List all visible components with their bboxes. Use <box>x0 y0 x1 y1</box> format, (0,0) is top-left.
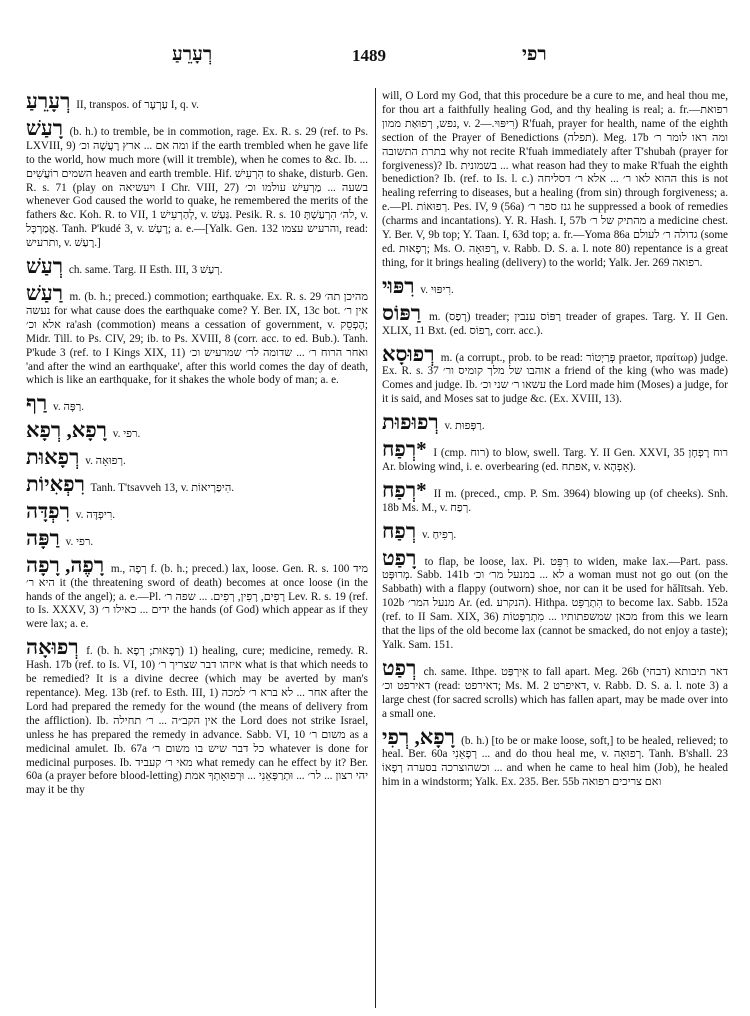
entry-definition: v. רִיפְדָּה. <box>75 508 116 521</box>
entry-definition: f. (b. h. רְפָאוּת; רְפָא) 1) healing, cure; medicine, remedy. R. Hash. 17b (ref. to Is. VI, 10) איזהו דבר שצריך ר׳ what is that which needs to be remedied? It is a divine decree (which may be averted by man's repentance). Meg. 13b (ref. to Esth. III, 1) אחר ... לא ברא ר׳ למכה after the Lord had prepared the remedy for the wound (the means of delivery from the affliction). Ib. אין הקב״ה ... ר׳ תחילה the Lord does not strike Israel, unless he has prepared the remedy in advance. Sabb. VI, 10 משום ר׳ as a medicinal amulet. Ib. 67a כל דבר שיש בו משום ר׳ whatever is done for medicinal purposes. Ib. מאי ר׳ קעביד what remedy can he effect by it? Ber. 60a (a prayer before blood-letting) יהי רצון ... לר׳ ... וּתְרַפְּאֵנִי ... וּרְפוּאָתְךָ אמת may it be thy <box>26 645 368 797</box>
entry-definition: v. רִיפּוּי. <box>420 283 454 296</box>
dictionary-entry <box>382 438 728 475</box>
entry-headword: רְפוּפוּת <box>382 410 439 435</box>
dictionary-entry <box>382 411 728 434</box>
dictionary-entry <box>26 500 368 523</box>
entry-headword: רָפֶה, רָפָה <box>26 552 105 577</box>
dictionary-entry <box>382 657 728 722</box>
dictionary-entry <box>382 90 728 271</box>
entry-definition: v. רפי. <box>65 535 94 548</box>
entry-headword: רְפָאוּת <box>26 445 80 470</box>
entry-definition: v. רְפוּאָה. <box>85 455 126 468</box>
entry-headword: רְפַט <box>382 655 417 680</box>
dictionary-entry <box>26 554 368 633</box>
dictionary-entry <box>382 726 728 791</box>
dictionary-entry <box>382 302 728 339</box>
page-number: 1489 <box>352 46 386 65</box>
dictionary-entry <box>382 520 728 543</box>
dictionary-entry <box>26 282 368 388</box>
entry-definition: v. רְפִיחַ. <box>421 528 457 541</box>
header-right-word: רפי <box>522 44 547 65</box>
dictionary-entry <box>382 275 728 298</box>
entry-definition: m. (b. h.; preced.) commotion; earthquake. Ex. R. s. 29 מהיכן תה׳ נעשה for what cause does the earthquake come? Y. Ber. IX, 13c bot. אין ר׳ אלא וכ׳ ra'ash (commotion) means a cessation of government, v. הֶפְסֵק; Midr. Till. to Ps. CIV, 29; ib. to Ps. XVIII, 8 (corr. acc. to ed. Bub.). Tanh. P'kude 3 (ref. to I Kings XIX, 11) ואחר הרוח ר׳ ... שדומה לר׳ שמרעיש וכ׳ 'and after the wind an earthquake', after this world comes the day of death, which is like an earthquake, for it shakes the whole body of man; a. e. <box>26 290 368 387</box>
entry-headword: רָפַט <box>382 545 417 570</box>
entry-definition: m. (רָפַס) treader; רַפּוֹס ענבין treader of grapes. Targ. Y. II Gen. XLIX, 11 Bxt. (ed. רְפוֹס, corr. acc.). <box>382 310 728 337</box>
entry-headword: רְפוּאָה <box>26 635 79 660</box>
entry-headword: רִפְאִיוֹת <box>26 472 85 497</box>
dictionary-entry <box>382 343 728 408</box>
entry-definition: (b. h.) [to be or make loose, soft,] to be healed, relieved; to heal. Ber. 60a רְפָאֵנִי ... and do thou heal me, v. רְפוּאָה. Tanh. B'shall. 23 וכשהוצרכה בסערה רְפָאוֹ ... and when he came to heal him (Job), he healed him in a windstorm; Yalk. Ex. 235. Ber. 55b ואם צריכים רפואה <box>382 734 728 789</box>
entry-definition: II m. (preced., cmp. P. Sm. 3964) blowing up (of cheeks). Snh. 18b Ms. M., v. רְפַח. <box>382 487 728 514</box>
column-divider <box>375 88 376 1008</box>
entry-headword: רְפַח <box>382 518 417 543</box>
dictionary-entry <box>26 473 368 496</box>
running-header <box>0 44 750 74</box>
entry-headword: רִפּוּי <box>382 273 415 298</box>
entry-definition: (b. h.) to tremble, be in commotion, rage. Ex. R. s. 29 (ref. to Ps. LXVIII, 9) ומה אם ... ארץ רָעֲשָׁה וכ׳ if the earth trembled when he gave life to the world, how much more (will it tremble), when he comes to &c. Ib. ... השמים רוֹעֲשִׁים heaven and earth tremble. Hif. הִרְעִישׁ to shake, disturb. Gen. R. s. 71 (play on ויעשיאה I Chr. VIII, 27) בשעה ... מַרְעִישׁ עולמו וכ׳ whenever God caused the world to quake, he remembered the merits of the fathers &c. Koh. R. to VII, 1 לְהַרְעִישׁ, v. גַּעַשׁ. Pesik. R. s. 10 לה׳ הִרְעַשְׁתָּ, v. אֲמַרְכָּל. Tanh. P'kudé 3, v. רָעַשׁ; a. e.—[Yalk. Gen. 132 והרעיש עצמו, read: ותרעיש, v. רָעַשׁ.] <box>26 125 368 250</box>
entry-headword: רְעָרֵעַ <box>26 90 71 113</box>
entry-headword: רָפָא, רְפָא <box>26 418 107 443</box>
dictionary-entry <box>26 117 368 251</box>
entry-definition: II, transpos. of עַרְעָר I, q. v. <box>76 99 199 111</box>
dictionary-entry <box>26 255 368 278</box>
dictionary-entry <box>26 527 368 550</box>
entry-headword: *רְפַח <box>382 477 427 502</box>
entry-definition: v. רַפָּה. <box>53 401 85 414</box>
dictionary-entry <box>26 446 368 469</box>
entry-headword: רִפְדָּה <box>26 498 70 523</box>
entry-headword: רְפוּסָא <box>382 341 435 366</box>
dictionary-entry <box>26 636 368 798</box>
header-left-word: רְעָרֵעַ <box>172 44 213 65</box>
entry-definition: to flap, be loose, lax. Pi. רִפֵּט to widen, make lax.—Part. pass. מְרוּפָּט. Sabb. 141b לא ... במנעל מר׳ וכ׳ a woman must not go out (on the Sabbath) with a flappy (outworn) shoe, nor can it be used for hălītsah. Yeb. 102b מנעל המר׳ Ar. (ed. הנקרע). Hithpa. הִתְרַפֵּט to become lax. Sabb. 152a (ref. to II Sam. XIX, 36) מכאן שמשפתותיו ... מִתְרַפְּטוֹת from this we learn that the lips of the old become lax (cannot be smacked, do not enjoy a taste); Yalk. Sam. 151. <box>382 555 728 651</box>
entry-definition: I (cmp. רוח) to blow, swell. Targ. Y. II Gen. XXVI, 35 רוח רָפְחָן Ar. blowing wind, i. e. overbearing (ed. אפתח, v. אָפְהָא). <box>382 447 728 473</box>
entry-definition: Tanh. T'tsavveh 13, v. הִיפַרְיאוֹת. <box>90 482 235 495</box>
dictionary-entry <box>26 90 368 113</box>
entry-headword: רָפָא, רְפִי <box>382 724 455 749</box>
entry-headword: *רְפַח <box>382 437 427 462</box>
entry-definition: ch. same. Targ. II Esth. III, 3 רְעַשׁ. <box>68 264 223 277</box>
entry-definition: will, O Lord my God, that this procedure be a cure to me, and heal thou me, for thou art a faithfully healing God, and thy healing is real; a. fr.—רפואת נפש, רְפוּאַת ממון, v. רִיפּוּי.—2) R'fuah, prayer for health, name of the eighth section of the Prayer of Benedictions (תפלה). Meg. 17b ומה ראו לומר ר׳ בתרת התשובה why not recite R'fuah immediately after T'shubah (prayer for forgiveness)? Ib. בשמונית ... what reason had they to make R'fuah the eighth benediction? Ib. (ref. to Is. l. c.) ההוא לאו ר׳ ... אלא ר׳ דסליחה this is not healing referring to diseases, but a healing (from sin) through forgiveness; a. e.—Pl. רְפוּאוֹת. Pes. IV, 9 (56a) גנז ספר ר׳ he suppressed a book of remedies (charms and incantations). Y. R. Hash. I, 57b מהתיק של ר׳ a medicine chest. Y. Ber. V, 9b top; Y. Taan. I, 63d top; a. fr.—Yoma 86a גדולה ר׳ לעולם (some ed. רְפָאוּת; Ms. O. רְפוּאָה, v. Rabb. D. S. a. l. note 80) repentance is a great thing, for it brings healing (delivery) to the world; Yalk. Jer. 269 רפואה. <box>382 90 728 269</box>
entry-headword: רַעַשׁ <box>26 280 64 305</box>
entry-definition: m. (a corrupt., prob. to be read: פְּרַיְטוֹר praetor, πραίτωρ) judge. Ex. R. s. 37 אוהבו של מלך קומיס ור׳ a friend of the king (who was made) Comes and judge. Ib. עשאו ר׳ שני וכ׳ the Lord made him (Moses) a judge, for it is said, and Moses sat to judge &c. (Ex. XVIII, 13). <box>382 351 728 406</box>
entry-definition: v. רַפְּפוּת. <box>444 420 485 433</box>
entry-headword: רַפּוֹס <box>382 300 422 325</box>
entry-definition: v. רפי. <box>112 428 141 441</box>
left-column <box>26 90 368 1010</box>
dictionary-entry <box>26 392 368 415</box>
dictionary-entry <box>26 419 368 442</box>
entry-definition: ch. same. Ithpe. אִירְפַּט to fall apart. Meg. 26b דאר תיבותא (דבחי) דאירפט וכ׳ (read: דאירפט; Ms. M. 2 דאיפרט, v. Rabb. D. S. a. l. note 3) a large chest (for sacred scrolls) which has fallen apart, may be made over into a small one. <box>382 665 728 720</box>
dictionary-entry <box>382 479 728 516</box>
entry-headword: רָעַשׁ <box>26 115 64 140</box>
right-column <box>382 90 728 1010</box>
entry-headword: רְעַשׁ <box>26 254 64 279</box>
entry-headword: רַף <box>26 391 48 416</box>
entry-headword: רַפָּה <box>26 525 60 550</box>
entry-definition: m., רְפָה f. (b. h.; preced.) lax, loose. Gen. R. s. 100 מיד היא ר׳ it (the threatening sword of death) becomes at once loose (in the hands of the angel); a. e.—Pl. רָפִים, רָפִין, רְפִים. ... שפה ר׳ Lev. R. s. 19 (ref. to Is. XXXV, 3) ידים ... כאילו ר׳ the hands (of God) which appear as if they were lax; a. e. <box>26 562 368 631</box>
dictionary-entry <box>382 547 728 653</box>
